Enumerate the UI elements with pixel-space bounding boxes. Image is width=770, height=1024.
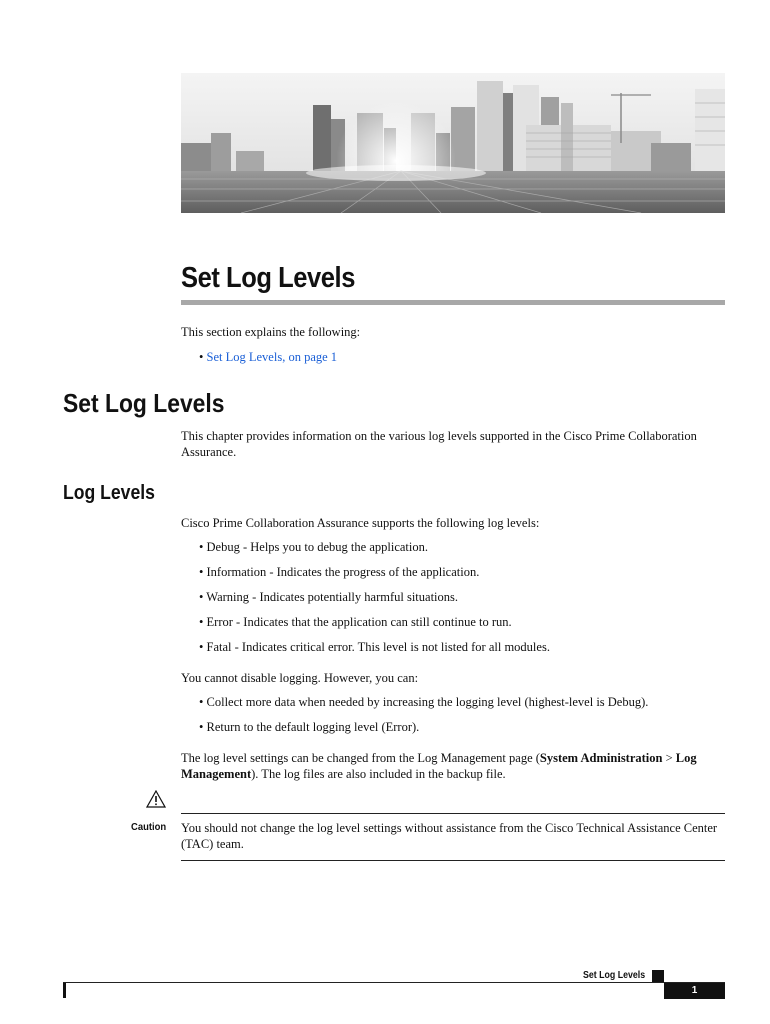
footer-left-bar [63, 983, 66, 998]
bullet: • [199, 350, 204, 364]
menu-path-system-administration: System Administration [539, 751, 663, 765]
caution-top-rule [181, 813, 725, 814]
list-item-warning [199, 589, 458, 605]
list-item-error [199, 614, 512, 630]
bullet: • [199, 565, 204, 579]
toc-link-page[interactable]: on page 1 [288, 350, 338, 364]
bullet: • [199, 615, 204, 629]
list-item-return-default [199, 719, 419, 735]
menu-path-separator: > [662, 751, 676, 765]
list-item-debug [199, 539, 428, 555]
chapter-intro: This section explains the following: [181, 325, 361, 339]
bullet: • [199, 695, 204, 709]
list-item-text: Warning - Indicates potentially harmful situations. [206, 590, 459, 604]
title-underline [181, 300, 725, 305]
section-heading-set-log-levels: Set Log Levels [63, 388, 225, 418]
menu-path-management: Management [181, 767, 252, 781]
section1-paragraph-line2: Assurance. [181, 445, 237, 459]
footer-marker [652, 970, 664, 982]
warning-triangle-icon [146, 790, 166, 808]
bullet: • [199, 590, 204, 604]
list-item-text: Return to the default logging level (Error). [206, 720, 420, 734]
list-item-information [199, 564, 479, 580]
footer-rule [63, 982, 725, 983]
toc-entry: • Set Log Levels, on page 1 [199, 350, 338, 364]
footer-section-label: Set Log Levels [583, 970, 646, 981]
menu-path-log: Log [675, 751, 697, 765]
settings-text: The log level settings can be changed from the Log Management page ( [181, 751, 540, 765]
caution-text-line2: (TAC) team. [181, 837, 244, 851]
settings-text: ). The log files are also included in the backup file. [251, 767, 506, 781]
list-item-fatal [199, 639, 550, 655]
bullet: • [199, 720, 204, 734]
header-city-image [181, 73, 725, 213]
caution-text-line1: You should not change the log level settings without assistance from the Cisco Technical Assistance Center [181, 821, 718, 835]
list-item-text: Fatal - Indicates critical error. This level is not listed for all modules. [206, 640, 550, 654]
page-number: 1 [664, 983, 725, 999]
section-heading-log-levels: Log Levels [63, 482, 155, 504]
list-item-text: Debug - Helps you to debug the application. [206, 540, 428, 554]
disable-logging-intro: You cannot disable logging. However, you can: [181, 671, 419, 685]
city-skyline-illustration [181, 73, 725, 213]
list-item-text: Error - Indicates that the application can still continue to run. [206, 615, 512, 629]
list-item-text: Information - Indicates the progress of the application. [206, 565, 480, 579]
bullet: • [199, 540, 204, 554]
caution-bottom-rule [181, 860, 725, 861]
section1-paragraph-line1: This chapter provides information on the various log levels supported in the Cisco Prime Collaboration [181, 429, 697, 443]
caution-label: Caution [131, 821, 167, 833]
bullet: • [199, 640, 204, 654]
toc-link-set-log-levels[interactable]: Set Log Levels [206, 350, 283, 364]
chapter-title: Set Log Levels [181, 262, 355, 294]
list-item-collect-more-data [199, 694, 648, 710]
settings-paragraph [181, 750, 725, 782]
list-item-text: Collect more data when needed by increasing the logging level (highest-level is Debug). [206, 695, 649, 709]
log-levels-intro: Cisco Prime Collaboration Assurance supports the following log levels: [181, 516, 540, 530]
